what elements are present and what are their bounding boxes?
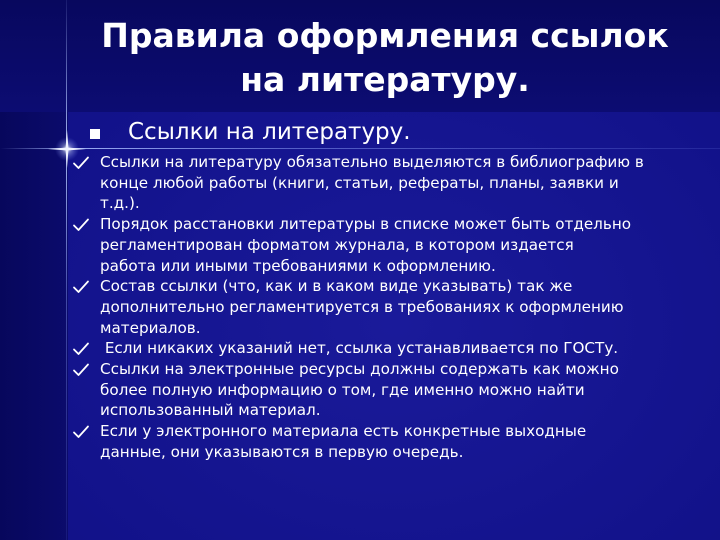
bullet-item-line: регламентирован форматом журнала, в котором издается xyxy=(100,235,574,254)
vertical-accent-line xyxy=(66,0,67,540)
bullet-item xyxy=(72,359,712,421)
bullet-item-line: Если никаких указаний нет, ссылка устанавливается по ГОСТу. xyxy=(100,339,619,358)
section-heading-text: Ссылки на литературу. xyxy=(128,119,411,145)
slide-title-line-1: Правила оформления ссылок xyxy=(101,16,669,55)
bullet-item xyxy=(72,338,712,359)
slide-title-line-2: на литературу. xyxy=(240,60,530,99)
bullet-item-line: работа или иными требованиями к оформлению. xyxy=(100,256,496,275)
checkmark-icon xyxy=(72,362,90,378)
bullet-item-line: Если у электронного материала есть конкретные выходные xyxy=(100,422,587,441)
bullet-item-line: т.д.). xyxy=(100,194,140,213)
bullet-item-text xyxy=(100,276,710,338)
bullet-item-line: Состав ссылки (что, как и в каком виде указывать) так же xyxy=(100,277,573,296)
bullet-item-line: Ссылки на литературу обязательно выделяются в библиографию в xyxy=(100,153,644,171)
checkmark-icon xyxy=(72,217,90,233)
bullet-item-line: данные, они указываются в первую очередь. xyxy=(100,442,464,461)
bullet-item-line: использованный материал. xyxy=(100,401,321,420)
bullet-item-line: Ссылки на электронные ресурсы должны содержать как можно xyxy=(100,360,619,379)
bullet-item-text xyxy=(100,338,710,359)
bullet-item-text xyxy=(100,214,710,276)
section-heading xyxy=(80,117,700,147)
bullet-item-line: дополнительно регламентируется в требованиях к оформлению xyxy=(100,297,624,316)
bullet-item-line: материалов. xyxy=(100,318,201,337)
square-bullet-icon xyxy=(90,129,100,139)
bullet-item-text xyxy=(100,152,710,214)
checkmark-icon xyxy=(72,279,90,295)
bullet-item-text xyxy=(100,359,710,421)
bullet-item xyxy=(72,421,712,462)
bullet-item-line: конце любой работы (книги, статьи, рефераты, планы, заявки и xyxy=(100,173,619,192)
slide-title xyxy=(90,14,680,102)
checkmark-icon xyxy=(72,341,90,357)
checkmark-icon xyxy=(72,424,90,440)
bullet-item xyxy=(72,152,712,214)
bullet-item-text xyxy=(100,421,710,462)
horizontal-accent-line xyxy=(0,148,720,149)
bullet-item xyxy=(72,214,712,276)
bullet-item-line: более полную информацию о том, где именно можно найти xyxy=(100,380,585,399)
bullet-list xyxy=(72,152,712,463)
bullet-item-line: Порядок расстановки литературы в списке может быть отдельно xyxy=(100,215,632,234)
bullet-item xyxy=(72,276,712,338)
checkmark-icon xyxy=(72,155,90,171)
